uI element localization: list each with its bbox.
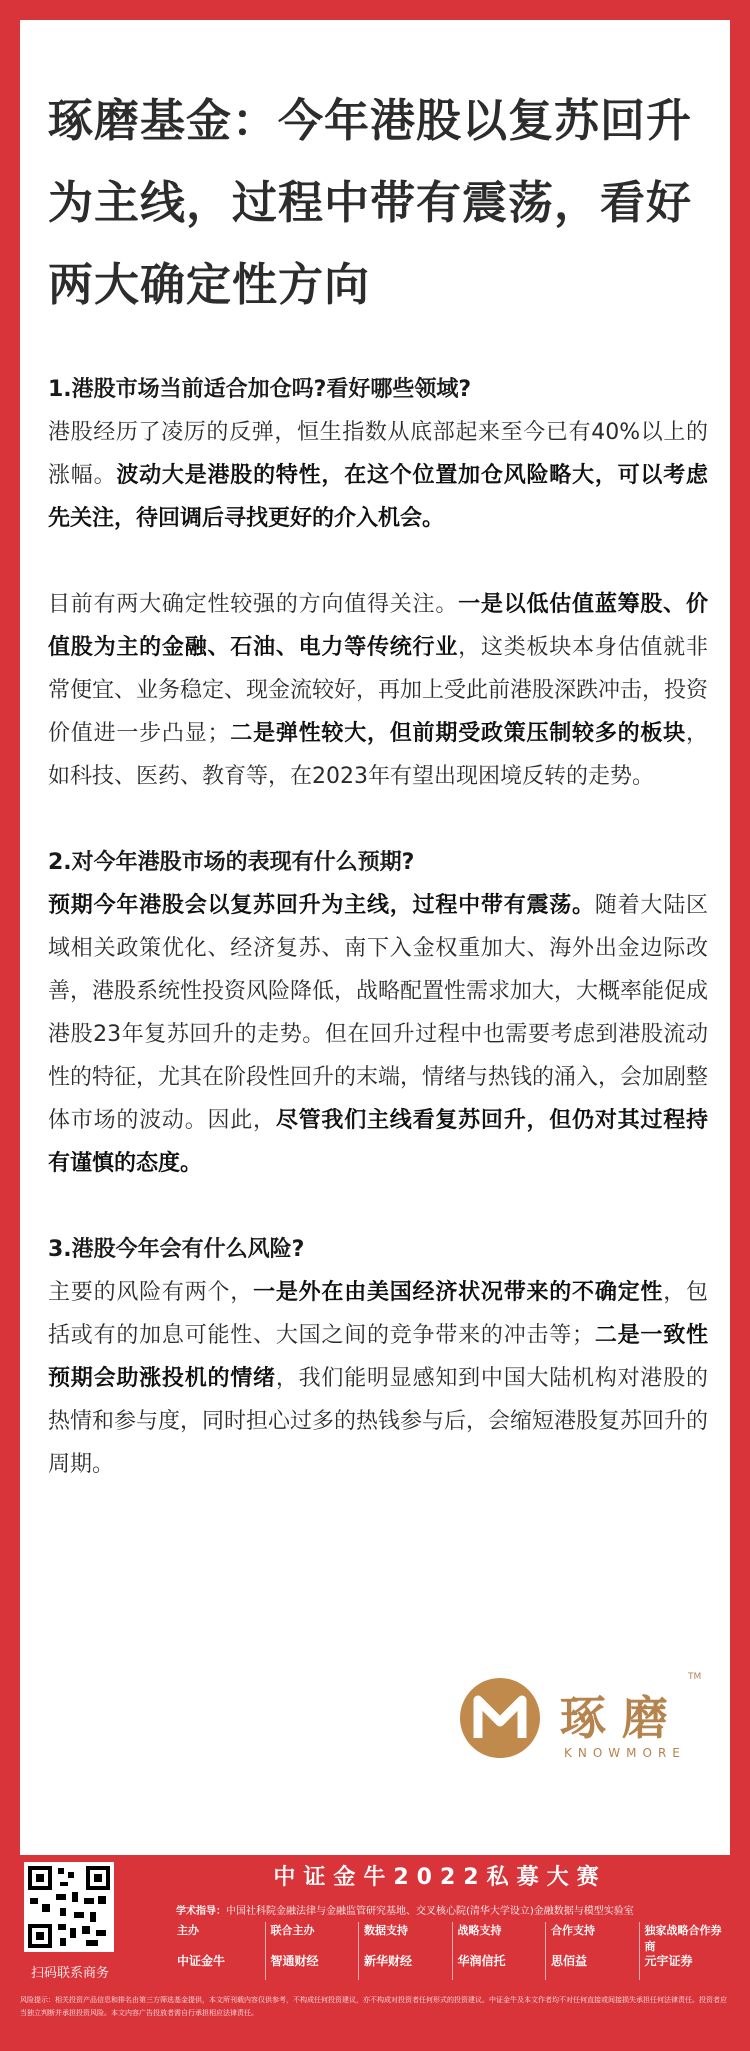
sponsor-row bbox=[172, 1922, 732, 1980]
sponsor-cooperation bbox=[545, 1922, 639, 1980]
sponsor-role: 独家战略合作券商 bbox=[644, 1924, 722, 1953]
article-body bbox=[48, 368, 708, 1486]
sponsor-co-host bbox=[265, 1922, 359, 1980]
sponsor-role: 主办 bbox=[177, 1924, 199, 1937]
sponsor-name: 华润信托 bbox=[457, 1954, 506, 1968]
paragraph-1-bold: 波动大是港股的特性，在这个位置加仓风险略大，可以考虑先关注，待回调后寻找更好的介入机会。 bbox=[48, 463, 708, 531]
risk-disclaimer: 风险提示：相关投资产品信息和排名由第三方筛选基金提供，本文所刊载内容仅供参考，不构成任何投资建议，亦不构成对投资者任何形式的投资建议。中证金牛及本文作者均不对任何直接或间接损失承担任何法律责任。投资者应当独立判断并承担投资风险。本文内容广告投放者需自行承担相应法律责任。 bbox=[20, 1996, 727, 2017]
section-heading-1: 1.港股市场当前适合加仓吗?看好哪些领域? bbox=[48, 377, 472, 402]
sponsor-role: 战略支持 bbox=[457, 1924, 502, 1937]
spacer bbox=[48, 1185, 708, 1228]
sponsor-name: 思佰益 bbox=[551, 1954, 588, 1968]
paragraph-3-text-1: 随着大陆区域相关政策优化、经济复苏、南下入金权重加大、海外出金边际改善，港股系统性投资风险降低，战略配置性需求加大，大概率能促成港股23年复苏回升的走势。但在回升过程中也需要考虑到港股流动性的特征，尤其在阶段性回升的末端，情绪与热钱的涌入，会加剧整体市场的波动。因此， bbox=[48, 893, 709, 1133]
paragraph-2-text-2: ，这类板块本身估值就非常便宜、业务稳定、现金流较好，再加上受此前港股深跌冲击，投资价值进一步凸显； bbox=[48, 635, 709, 746]
qr-code-icon bbox=[24, 1862, 114, 1952]
paragraph-3 bbox=[48, 884, 708, 1185]
sponsor-data bbox=[358, 1922, 452, 1980]
paragraph-4 bbox=[48, 1271, 708, 1486]
knowmore-logo-icon bbox=[460, 1678, 540, 1758]
paragraph-4-bold-2: 二是一致性预期会助涨投机的情绪 bbox=[48, 1323, 708, 1391]
paragraph-2-text-3: ，如科技、医药、教育等，在2023年有望出现困境反转的走势。 bbox=[48, 721, 708, 789]
paragraph-1 bbox=[48, 411, 708, 540]
sponsor-name: 中证金牛 bbox=[177, 1954, 226, 1968]
sponsor-role: 联合主办 bbox=[270, 1924, 315, 1937]
paragraph-3-bold-2: 尽管我们主线看复苏回升，但仍对其过程持有谨慎的态度。 bbox=[48, 1108, 708, 1176]
paragraph-2 bbox=[48, 583, 708, 798]
paragraph-3-bold-1: 预期今年港股会以复苏回升为主线，过程中带有震荡。 bbox=[48, 893, 595, 918]
paragraph-4-text-3: ，我们能明显感知到中国大陆机构对港股的热情和参与度，同时担心过多的热钱参与后，会缩短港股复苏回升的周期。 bbox=[48, 1366, 709, 1477]
guidance-label: 学术指导： bbox=[176, 1906, 226, 1917]
paragraph-4-text-2: ，包括或有的加息可能性、大国之间的竞争带来的冲击等； bbox=[48, 1280, 708, 1348]
paragraph-2-bold-2: 二是弹性较大，但前期受政策压制较多的板块 bbox=[229, 721, 686, 746]
paragraph-2-bold-1: 一是以低估值蓝筹股、价值股为主的金融、石油、电力等传统行业 bbox=[48, 592, 708, 660]
paragraph-1-text: 港股经历了凌厉的反弹，恒生指数从底部起来至今已有40%以上的涨幅。 bbox=[48, 420, 708, 488]
sponsor-name: 智通财经 bbox=[270, 1954, 319, 1968]
guidance-text: 中国社科院金融法律与金融监管研究基地、交叉核心院(清华大学设立)金融数据与模型实验室 bbox=[226, 1906, 634, 1917]
spacer bbox=[48, 540, 708, 583]
paragraph-4-text-1: 主要的风险有两个， bbox=[48, 1280, 254, 1305]
sponsor-strategic bbox=[452, 1922, 546, 1980]
section-heading-3: 3.港股今年会有什么风险? bbox=[48, 1237, 305, 1262]
sponsor-host bbox=[172, 1922, 265, 1980]
paragraph-4-bold-1: 一是外在由美国经济状况带来的不确定性 bbox=[253, 1280, 664, 1305]
academic-guidance bbox=[176, 1902, 736, 1917]
sponsor-name: 新华财经 bbox=[364, 1954, 413, 1968]
sponsor-role: 数据支持 bbox=[364, 1924, 408, 1937]
sponsor-name: 元宇证券 bbox=[644, 1954, 693, 1968]
knowmore-logo bbox=[460, 1670, 700, 1770]
qr-code[interactable] bbox=[24, 1862, 114, 1952]
paragraph-2-text-1: 目前有两大确定性较强的方向值得关注。 bbox=[48, 592, 459, 617]
qr-label: 扫码联系商务 bbox=[30, 1966, 109, 1981]
logo-chinese-text: 琢磨 bbox=[560, 1691, 684, 1745]
section-heading-2: 2.对今年港股市场的表现有什么预期? bbox=[48, 850, 415, 875]
sponsor-broker bbox=[639, 1922, 733, 1980]
sponsor-role: 合作支持 bbox=[551, 1924, 595, 1937]
article-card bbox=[20, 20, 730, 1855]
spacer bbox=[48, 798, 708, 841]
trademark-mark: TM bbox=[688, 1672, 702, 1682]
logo-english-text: KNOWMORE bbox=[564, 1746, 686, 1760]
contest-title: 中证金牛2022私募大赛 bbox=[273, 1865, 607, 1890]
article-title: 琢磨基金：今年港股以复苏回升为主线，过程中带有震荡，看好两大确定性方向 bbox=[48, 94, 693, 311]
